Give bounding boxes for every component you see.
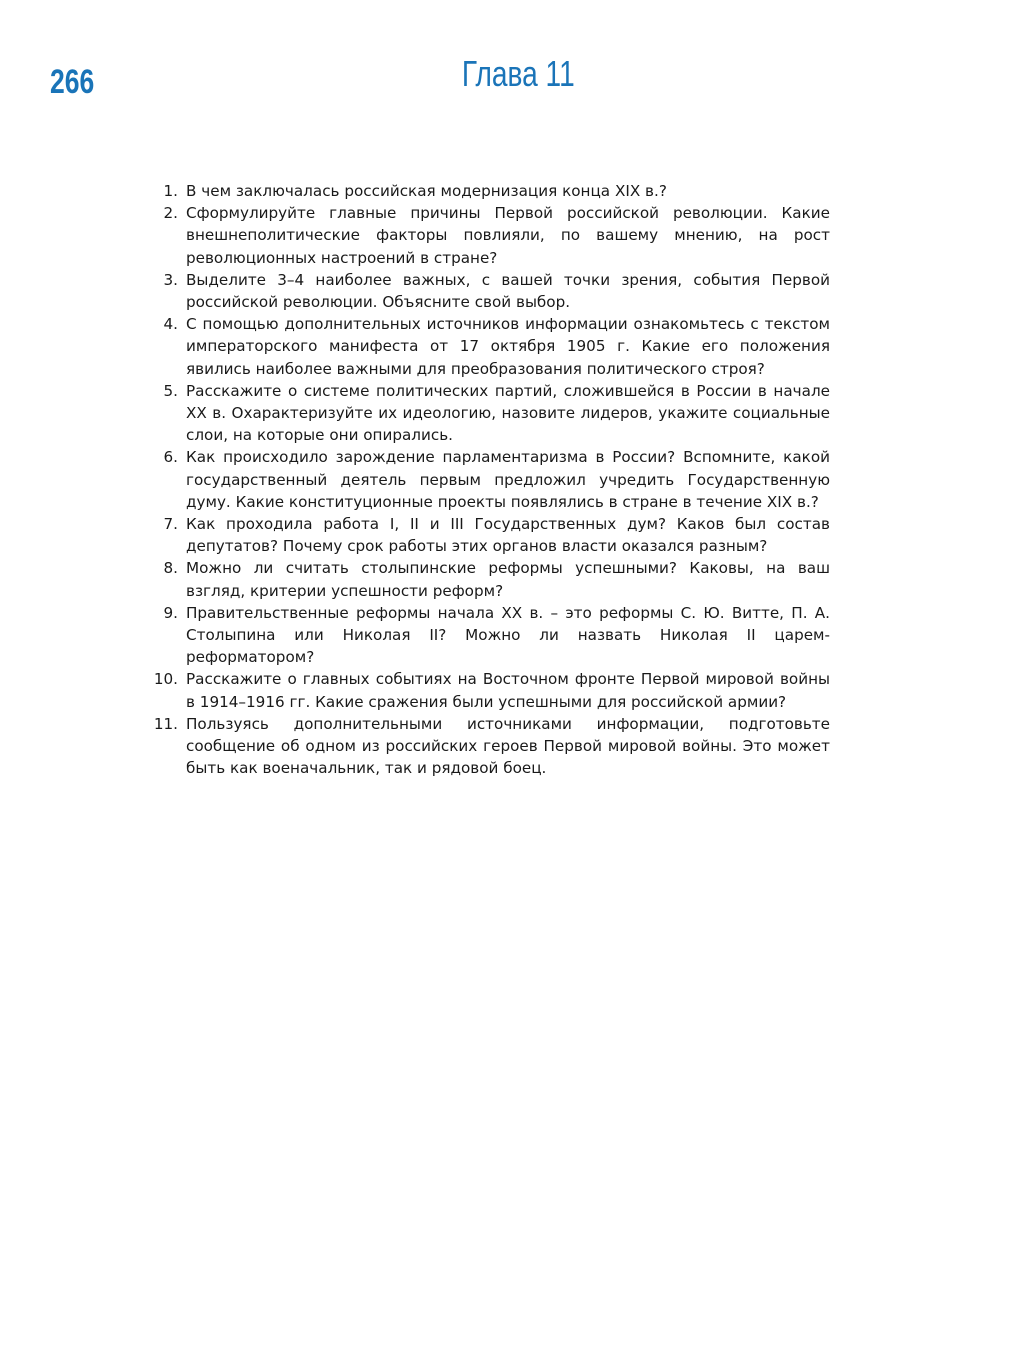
- question-item: [138, 380, 830, 447]
- question-text: Как проходила работа I, II и III Государственных дум? Каков был состав депутатов? Почему срок работы этих органов власти оказался разным?: [186, 515, 830, 556]
- question-number: 2.: [163, 204, 178, 223]
- question-item: [138, 202, 830, 269]
- question-text: Расскажите о главных событиях на Восточном фронте Первой мировой войны в 1914–1916 гг. Какие сражения были успешными для российской армии?: [186, 670, 830, 711]
- question-item: [138, 713, 830, 780]
- question-number: 10.: [153, 670, 178, 689]
- question-number: 11.: [153, 714, 178, 733]
- question-item: [138, 668, 830, 712]
- questions-list: [138, 180, 830, 779]
- question-item: [138, 269, 830, 313]
- question-number: 8.: [163, 559, 178, 578]
- question-text: Можно ли считать столыпинские реформы успешными? Каковы, на ваш взгляд, критерии успешности реформ?: [186, 559, 830, 600]
- question-number: 6.: [163, 448, 178, 467]
- question-item: [138, 557, 830, 601]
- question-text: Как происходило зарождение парламентаризма в России? Вспомните, какой государственный деятель первым предложил учредить Государственную думу. Какие конституционные проекты появлялись в стране в течение XIX в.?: [186, 448, 830, 511]
- question-number: 7.: [163, 515, 178, 534]
- question-number: 4.: [163, 315, 178, 334]
- question-text: Сформулируйте главные причины Первой российской революции. Какие внешнеполитические факторы повлияли, по вашему мнению, на рост революционных настроений в стране?: [186, 204, 830, 267]
- chapter-title: [0, 52, 1036, 96]
- question-item: [138, 602, 830, 669]
- question-item: [138, 446, 830, 513]
- question-number: 9.: [163, 603, 178, 622]
- question-text: Пользуясь дополнительными источниками информации, подготовьте сообщение об одном из российских героев Первой мировой войны. Это может быть как военачальник, так и рядовой боец.: [186, 714, 830, 778]
- question-number: 5.: [163, 381, 178, 400]
- question-text: С помощью дополнительных источников информации ознакомьтесь с текстом императорского манифеста от 17 октября 1905 г. Какие его положения явились наиболее важными для преобразования политического строя?: [186, 315, 830, 378]
- question-item: [138, 180, 830, 202]
- question-number: 1.: [163, 182, 178, 200]
- question-text: Правительственные реформы начала XX в. – это реформы С. Ю. Витте, П. А. Столыпина или Николая II? Можно ли назвать Николая II царем-реформатором?: [186, 603, 830, 667]
- question-item: [138, 313, 830, 380]
- chapter-title-text: Глава 11: [461, 53, 575, 94]
- question-item: [138, 513, 830, 557]
- question-number: 3.: [163, 270, 178, 289]
- question-text: Расскажите о системе политических партий, сложившейся в России в начале XX в. Охарактеризуйте их идеологию, назовите лидеров, укажите социальные слои, на которые они опирались.: [186, 381, 830, 445]
- question-text: Выделите 3–4 наиболее важных, с вашей точки зрения, события Первой российской революции. Объясните свой выбор.: [186, 270, 830, 312]
- question-text: В чем заключалась российская модернизация конца XIX в.?: [186, 182, 667, 200]
- page-number: 266: [50, 63, 95, 101]
